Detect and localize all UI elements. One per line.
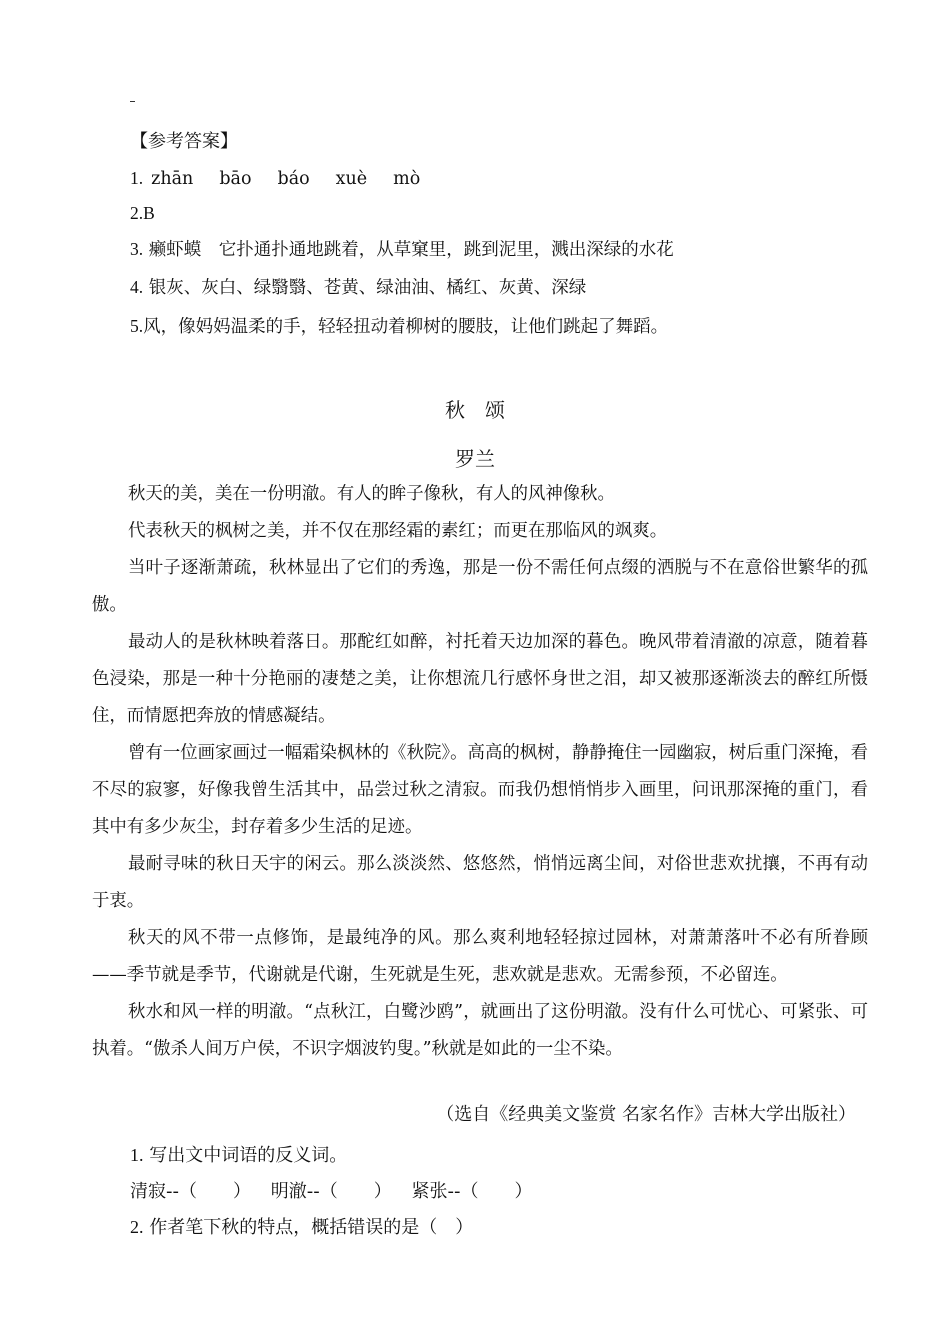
q1-item-2-word: 明澈--	[270, 1181, 320, 1202]
pinyin-3: báo	[277, 169, 310, 189]
answer-4-number: 4.	[130, 277, 144, 297]
paragraph-3: 当叶子逐渐萧疏，秋林显出了它们的秀逸，那是一份不需任何点缀的洒脱与不在意俗世繁华的孤傲。	[92, 558, 868, 615]
paragraph-1: 秋天的美，美在一份明澈。有人的眸子像秋，有人的风神像秋。	[128, 484, 615, 504]
q1-item-2-blank[interactable]: （ ）	[319, 1181, 392, 1202]
answer-2: 2.B	[130, 203, 155, 223]
question-1-items	[130, 1177, 532, 1203]
pinyin-5: mò	[393, 169, 421, 189]
answer-1	[130, 168, 446, 189]
paragraph-8: 秋水和风一样的明澈。“点秋江，白鹭沙鸥”，就画出了这份明澈。没有什么可忧心、可紧张、可执着。“傲杀人间万户侯，不识字烟波钓叟。”秋就是如此的一尘不染。	[92, 1002, 868, 1059]
q1-item-1-blank[interactable]: （ ）	[179, 1181, 251, 1202]
q1-item-3-blank[interactable]: （ ）	[460, 1181, 533, 1202]
question-1	[130, 1141, 347, 1167]
answer-4-text: 银灰、灰白、绿翳翳、苍黄、绿油油、橘红、灰黄、深绿	[148, 278, 587, 298]
question-2-text: 作者笔下秋的特点，概括错误的是（ ）	[149, 1217, 474, 1238]
article-author: 罗兰	[455, 447, 495, 471]
q1-item-1-word: 清寂--	[130, 1181, 179, 1202]
paragraph-4: 最动人的是秋林映着落日。那酡红如醉，衬托着天边加深的暮色。晚风带着清澈的凉意，随着暮色浸染，那是一种十分艳丽的凄楚之美，让你想流几行感怀身世之泪，却又被那逐渐淡去的醉红所慑住，而情愿把奔放的情感凝结。	[92, 632, 868, 726]
question-1-text: 写出文中词语的反义词。	[149, 1145, 348, 1166]
answer-1-number: 1.	[130, 168, 144, 188]
article-source: （选自《经典美文鉴赏 名家名作》吉林大学出版社）	[436, 1104, 856, 1125]
answer-5	[130, 313, 668, 338]
question-1-number: 1.	[130, 1145, 144, 1165]
question-2-number: 2.	[130, 1217, 144, 1237]
paragraph-6: 最耐寻味的秋日天宇的闲云。那么淡淡然、悠悠然，悄悄远离尘间，对俗世悲欢扰攘，不再有动于衷。	[92, 854, 868, 911]
article-body	[92, 476, 868, 1068]
answer-5-text: 风，像妈妈温柔的手，轻轻扭动着柳树的腰肢，让他们跳起了舞蹈。	[143, 317, 669, 337]
paragraph-5: 曾有一位画家画过一幅霜染枫林的《秋院》。高高的枫树，静静掩住一园幽寂，树后重门深掩，看不尽的寂寥，好像我曾生活其中，品尝过秋之清寂。而我仍想悄悄步入画里，问讯那深掩的重门，看其中有多少灰尘，封存着多少生活的足迹。	[92, 743, 868, 837]
question-2	[130, 1213, 473, 1239]
answer-3-number: 3.	[130, 239, 144, 259]
answer-heading: 【参考答案】	[130, 131, 238, 152]
answer-3	[130, 236, 674, 261]
pinyin-2: bāo	[219, 169, 252, 189]
answer-5-number: 5.	[130, 316, 144, 336]
pinyin-4: xuè	[335, 169, 368, 189]
paragraph-2: 代表秋天的枫树之美，并不仅在那经霜的素红；而更在那临风的飒爽。	[128, 521, 668, 541]
article-title: 秋 颂	[445, 398, 505, 422]
answer-4	[130, 274, 586, 299]
q1-item-3-word: 紧张--	[411, 1181, 461, 1202]
corner-mark	[130, 101, 135, 102]
paragraph-7: 秋天的风不带一点修饰，是最纯净的风。那么爽利地轻轻掠过园林，对萧萧落叶不必有所眷顾——季节就是季节，代谢就是代谢，生死就是生死，悲欢就是悲欢。无需参预，不必留连。	[92, 928, 868, 985]
pinyin-1: zhān	[151, 169, 194, 189]
answer-3-text: 癞虾蟆 它扑通扑通地跳着，从草窠里，跳到泥里，溅出深绿的水花	[148, 240, 674, 260]
